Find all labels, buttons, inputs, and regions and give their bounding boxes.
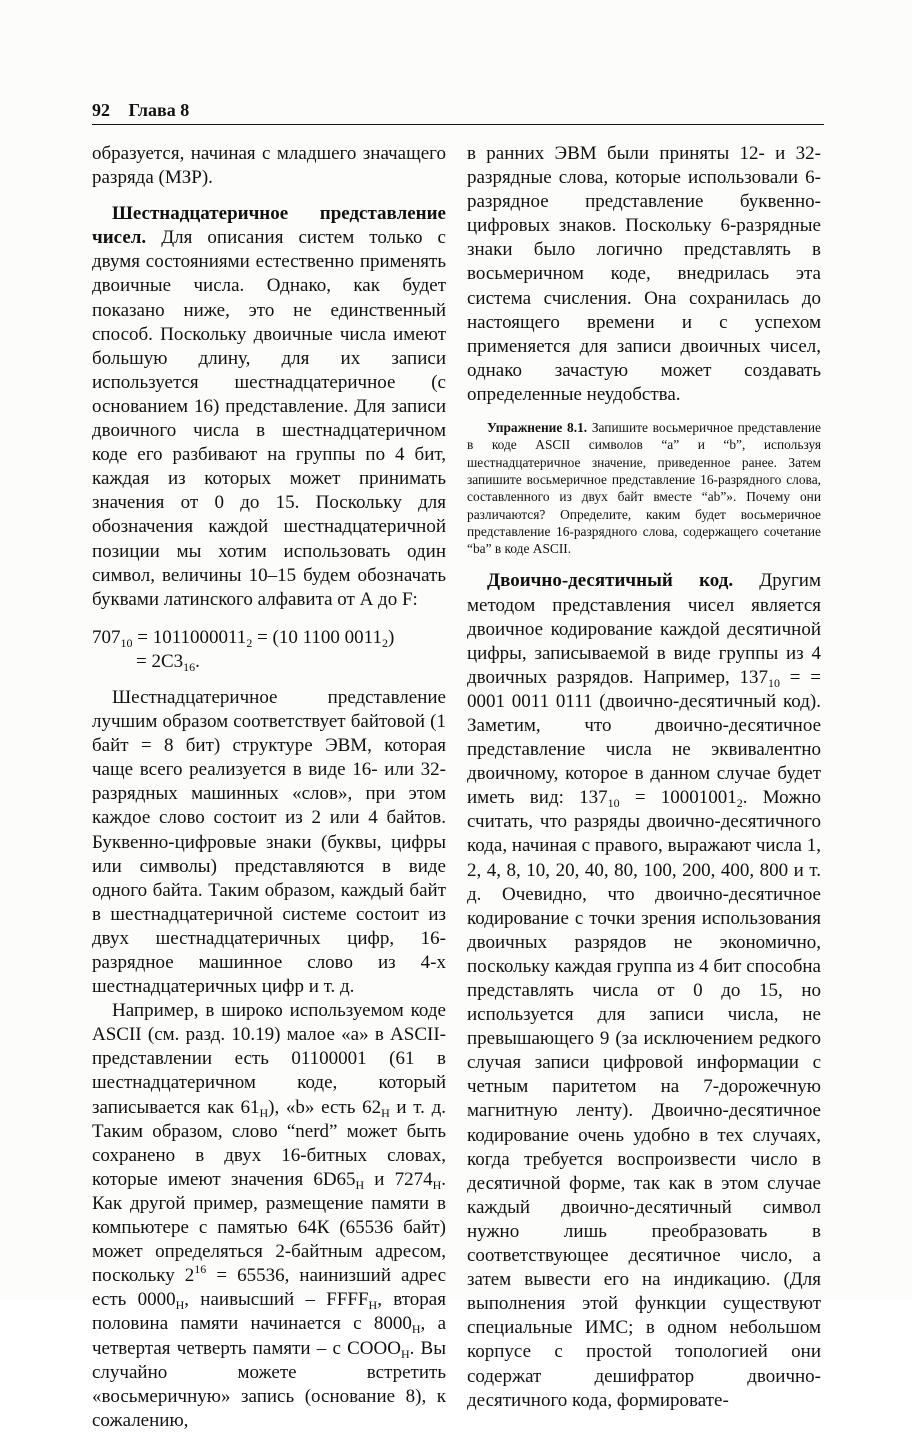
text-run: . Вы случайно можете встретить «восьмеричную» запись (основание 8), к сожалению, (92, 1337, 446, 1431)
left-column (92, 142, 446, 1433)
paragraph-byte-structure: Шестнадцатеричное представление лучшим образом соответствует байтовой (1 байт = 8 бит) структуре ЭВМ, которая чаще всего реализуется в виде 16- или 32-разрядных машинных «слов», при этом каждое слово состоит из 2 или 4 байтов. Буквенно-цифровые знаки (буквы, цифры или символы) представляются в виде одного байта. Таким образом, каждый байт в шестнадцатеричной системе состоит из двух шестнадцатеричных цифр, 16-разрядное машинное слово из 4-х шестнадцатеричных цифр и т. д. (92, 686, 446, 998)
hex-subscript: H (432, 1177, 442, 1192)
text-run: ), «b» есть 62 (268, 1096, 382, 1118)
section-heading-bcd: Двоично-десятичный код. (487, 570, 734, 592)
formula-term: = 2C3 (136, 650, 184, 672)
text-run: Другим методом представления чисел является двоичное кодирование каждой десятичной цифры, записываемой в виде группы из 4 двоичных разрядов. Например, 137 (467, 570, 821, 688)
formula-subscript: 10 (120, 635, 133, 650)
formula-term: . (195, 650, 200, 672)
hex-subscript: H (368, 1298, 378, 1313)
running-header (92, 100, 824, 124)
paragraph-text: Для описания систем только с двумя состояниями естественно применять двоичные числа. Однако, как будет показано ниже, это не единственный способ. Поскольку двоичные числа имеют большую длину, для их записи используется шестнадцатеричное (с основанием 16) представление. Для записи двоичного числа в шестнадцатеричном коде его разбивают на группы по 4 бит, каждая из которых может принимать значения от 0 до 15. Поскольку для обозначения каждой шестнадцатеричной позиции мы хотим использовать один символ, величины 10–15 будем обозначать буквами латинского алфавита от А до F: (92, 227, 446, 610)
subscript: 10 (768, 675, 781, 690)
text-run: , вторая половина памяти начинается с 8000 (92, 1289, 446, 1335)
formula-subscript: 2 (246, 635, 253, 650)
paragraph-hex-intro (92, 202, 446, 612)
exercise-text: Запишите восьмеричное представление в коде ASCII символов “а” и “b”, используя шестнадцатеричное значение, приведенное ранее. Затем запишите восьмеричное представление 16-разрядного слова, составленного из двух байт вместе “ab”». Почему они различаются? Определите, каким будет восьмеричное представление 16-разрядного слова, содержащего сочетание “ba” в коде ASCII. (467, 420, 821, 557)
formula-term: ) (387, 626, 395, 648)
right-column (467, 142, 821, 1413)
text-run: = 10001001 (619, 787, 737, 809)
section-heading-hex: Шестнадцатеричное представление чисел. (92, 203, 446, 249)
page-number: 92 (92, 100, 110, 120)
text-run: . Как другой пример, размещение памяти в компьютере с памятью 64К (65536 байт) может определяться 2-байтным адресом, поскольку 2 (92, 1168, 446, 1287)
formula-subscript: 2 (381, 635, 388, 650)
text-run: и 7274 (364, 1168, 433, 1190)
hex-subscript: H (411, 1322, 421, 1337)
formula-subscript: 16 (183, 659, 196, 674)
hex-subscript: H (400, 1346, 410, 1361)
chapter-title: Глава 8 (128, 100, 190, 120)
paragraph-bcd (467, 569, 821, 1412)
formula-hex-example (92, 626, 446, 674)
hex-subscript: H (175, 1298, 185, 1313)
paragraph-octal: в ранних ЭВМ были приняты 12- и 32-разрядные слова, которые использовали 6-разрядное представление буквенно-цифровых знаков. Поскольку 6-разрядные знаки было логично представлять в восьмеричном коде, внедрилась эта система счисления. Она сохранилась до настоящего времени и с успехом применяется для записи двоичных чисел, однако зачастую может создавать определенные неудобства. (467, 143, 821, 405)
text-run: и т. д. Таким образом, слово “nerd” может быть сохранено в двух 16-битных словах, которые имеют значения 6D65 (92, 1096, 446, 1190)
hex-subscript: H (259, 1105, 269, 1120)
hex-subscript: H (381, 1105, 390, 1120)
text-run: , а четвертая четверть памяти – с СООО (92, 1313, 446, 1359)
exercise-title: Упражнение 8.1. (487, 420, 588, 436)
formula-line-2 (92, 650, 446, 674)
text-run: = = 0001 0011 0111 (двоично-десятичный код). Заметим, что двоично-десятичное представление числа не эквивалентно двоичному, которое в данном случае будет иметь вид: 137 (467, 666, 821, 809)
paragraph-continued: образуется, начиная с младшего значащего разряда (МЗР). (92, 143, 446, 189)
superscript: 16 (194, 1262, 207, 1277)
text-run: Например, в широко используемом коде ASCII (см. разд. 10.19) малое «а» в ASCII-представлении есть 01100001 (61 в шестнадцатеричном коде, который записывается как 61 (92, 1000, 446, 1118)
text-run: . Можно считать, что разряды двоично-десятичного кода, начиная с правого, выражают числа 1, 2, 4, 8, 10, 20, 40, 80, 100, 200, 400, 800 и т. д. Очевидно, что двоично-десятичное кодирование с точки зрения использования двоичных разрядов не экономично, поскольку каждая группа из 4 бит способна представлять числа от 0 до 15, но используется для записи числа, не превышающего 9 (за исключением редкого случая записи цифровой информации с четным паритетом на 7-дорожечную магнитную ленту). Двоично-десятичное кодирование очень удобно в тех случаях, когда требуется воспроизвести число в десятичной форме, так как в этом случае каждый двоично-десятичный символ нужно лишь преобразовать в соответствующее десятичное число, а затем вывести его на индикацию. (Для выполнения этой функции существуют специальные ИМС; в одном небольшом корпусе с простой топологией они содержат дешифратор двоично-десятичного кода, формировате- (467, 787, 821, 1411)
formula-term: = 1011000011 (132, 626, 247, 648)
text-run: = 65536, наинизший адрес есть 0000 (92, 1265, 446, 1311)
header-rule (92, 124, 824, 125)
formula-term: 707 (92, 626, 121, 648)
text-run: , наивысший – FFFF (184, 1289, 369, 1311)
formula-term: = (10 1100 0011 (252, 626, 382, 648)
hex-subscript: H (355, 1177, 365, 1192)
subscript: 10 (607, 796, 620, 811)
subscript: 2 (736, 796, 743, 811)
paragraph-ascii-example (92, 999, 446, 1433)
exercise-8-1 (467, 419, 821, 557)
